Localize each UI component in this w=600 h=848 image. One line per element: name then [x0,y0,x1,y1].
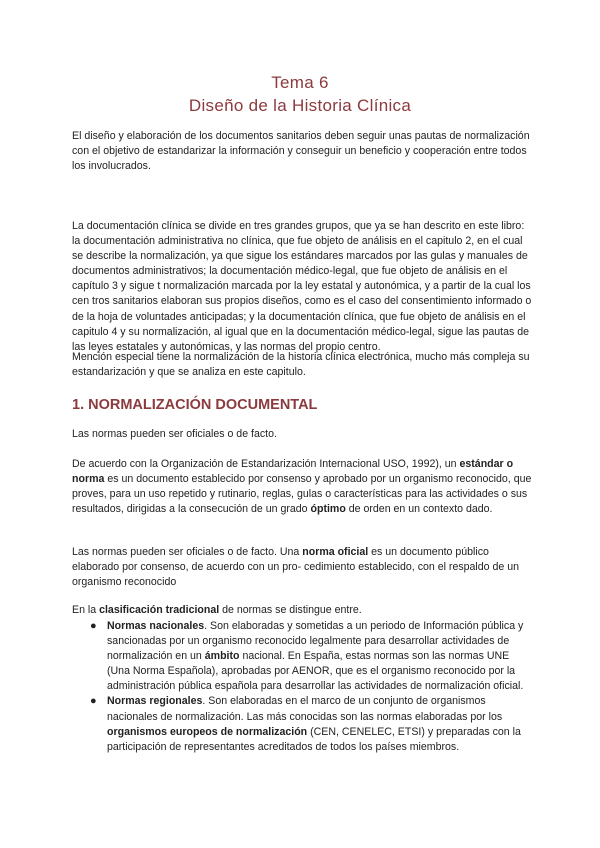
term-norma-oficial: norma oficial [302,546,369,558]
chapter-title: Tema 6 [271,73,329,92]
section-paragraph-2: De acuerdo con la Organización de Estandarización Internacional USO, 1992), un estándar o norma es un documento establecido por consenso y aprobado por un organismo reconocido, que proves, para un uso repetido y rutinario, reglas, gulas o características para las actividades o sus resultados, dirigidas a la consecución de un grado óptimo de orden en un contexto dado. [72,458,532,516]
chapter-subtitle: Diseño de la Historia Clínica [188,96,412,115]
bullet-icon: ● [90,620,97,632]
intro-paragraph-3: Mención especial tiene la normalización de la historia clínica electrónica, mucho más compleja su estandarización y que se analiza en este capitulo. [72,351,530,379]
norms-list [90,619,530,755]
section-heading: 1. NORMALIZACIÓN DOCUMENTAL [72,397,318,413]
section-paragraph-1: Las normas pueden ser oficiales o de facto. [72,428,277,440]
intro-paragraph-1: El diseño y elaboración de los documentos sanitarios deben seguir unas pautas de normalización con el objetivo de estandarizar la información y conseguir un beneficio y cooperación entre todos los involucrados. [72,130,530,173]
section-paragraph-4: En la clasificación tradicional de normas se distingue entre. [72,604,362,616]
term-clasificacion: clasificación tradicional [99,604,220,616]
list-item: ● Normas nacionales. Son elaboradas y sometidas a un periodo de Información pública y sancionadas por un organismo reconocido legalmente para desarrollar actividades de normalización en un ámbito nacional. En España, estas normas son las normas UNE (Una Norma Española), aprobadas por AENOR, que es el organismo reconocido por la administración pública española para desarrollar las actividades de normalización oficial. [90,620,524,693]
list-item: ● Normas regionales. Son elaboradas en el marco de un conjunto de organismos nacionales de normalización. Las más conocidas son las normas elaboradas por los organismos europeos de normalización (CEN, CENELEC, ETSI) y preparadas con la participación de representantes acreditados de todos los países miembros. [90,695,521,753]
section-paragraph-3: Las normas pueden ser oficiales o de facto. Una norma oficial es un documento público elaborado por consenso, de acuerdo con un pro- cedimiento establecido, con el respaldo de un organismo reconocido [72,546,520,589]
term-optimo: óptimo [310,503,346,516]
intro-paragraph-2: La documentación clínica se divide en tres grandes grupos, que ya se han descrito en este libro: la documentación administrativa no clínica, que fue objeto de análisis en el capitulo 2, en el cual se describe la normalización, ya que sigue los estándares marcados por las gulas y manuales de documentos administrativos; la documentación médico-legal, que fue objeto de análisis en el capítulo 3 y sigue t normalización marcada por la ley estatal y autonómica, y a partir de la cual los cen tros sanitarios elaboran sus propios diseños, como es el caso del consentimiento informado o de la hoja de voluntades anticipadas; y la documentación clínica, que fue objeto de análisis en el capitulo 4 y su normalización, al igual que en la documentación médico-legal, sigue las pautas de las leyes estatales y autonómicas, y las normas del propio centro. [72,220,532,353]
bullet-icon: ● [90,695,97,708]
term-estandar: estándar o norma [72,458,514,486]
